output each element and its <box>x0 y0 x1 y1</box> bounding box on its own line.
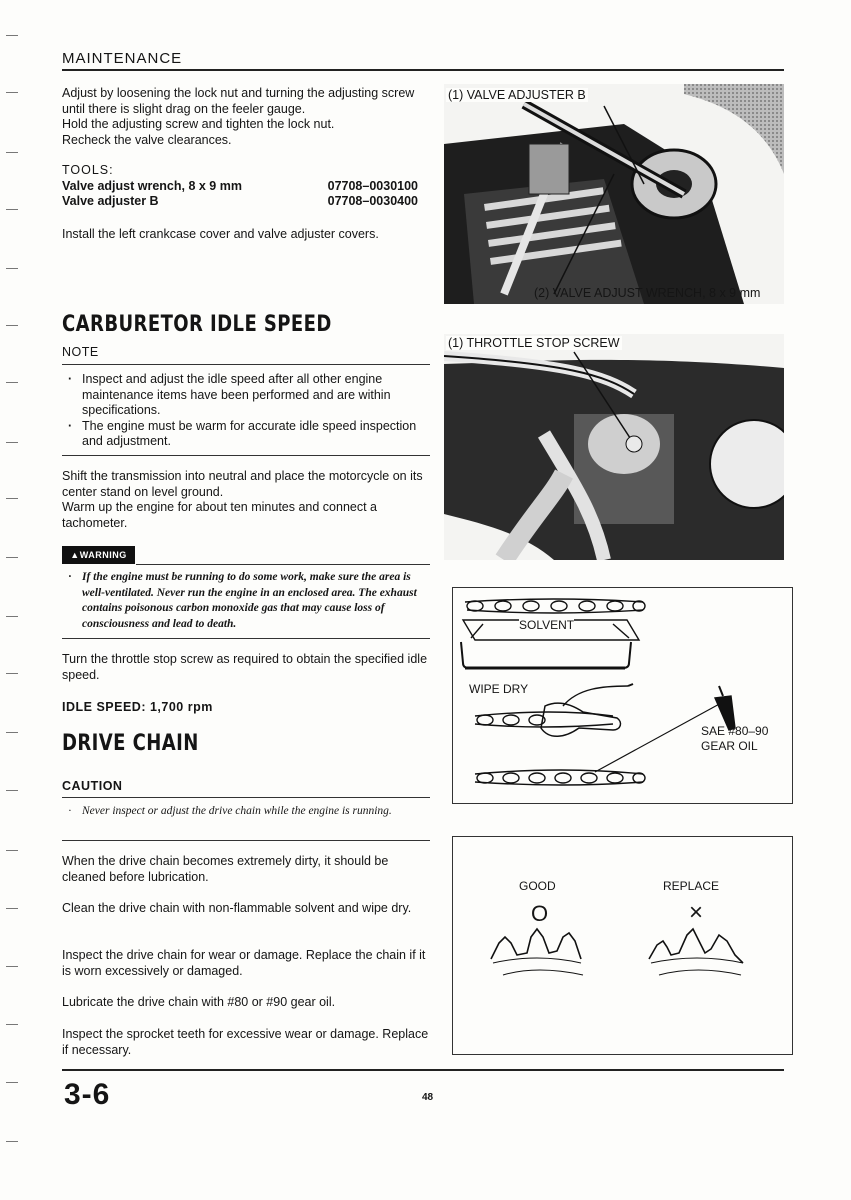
throttle-stop-photo <box>444 334 784 560</box>
tool-name: Valve adjuster B <box>62 194 159 208</box>
caution-text: · Never inspect or adjust the drive chain while the engine is running. <box>62 804 432 819</box>
header-rule <box>62 69 784 71</box>
warning-badge <box>62 546 135 564</box>
carb-para-2: Warm up the engine for about ten minutes and connect a tachometer. <box>62 500 378 530</box>
drive-para: When the drive chain becomes extremely dirty, it should be cleaned before lubrication. <box>62 854 389 884</box>
page-number: 3-6 <box>64 1078 111 1111</box>
tool-name: Valve adjust wrench, 8 x 9 mm <box>62 178 242 193</box>
valve-wrench-label: (2) VALVE ADJUST WRENCH, 8 x 9 mm <box>534 286 761 300</box>
carb-para-3: Turn the throttle stop screw as required to obtain the specified idle speed. <box>62 652 428 682</box>
drive-para: Inspect the sprocket teeth for excessive wear or damage. Replace if necessary. <box>62 1027 429 1057</box>
sprocket-teeth-illustration <box>453 837 792 1054</box>
drive-para: Clean the drive chain with non-flammable solvent and wipe dry. <box>62 901 412 915</box>
sprocket-wear-diagram <box>452 836 793 1055</box>
idle-speed-spec: IDLE SPEED: 1,700 rpm <box>62 700 213 714</box>
warning-icon: ▲ <box>70 550 80 560</box>
intro-line: Adjust by loosening the lock nut and turning the adjusting screw until there is slight drag on the feeler gauge. <box>62 86 415 116</box>
wipe-dry-label: WIPE DRY <box>469 682 529 696</box>
tool-row <box>62 179 432 195</box>
footer-rule <box>62 1069 784 1071</box>
warning-rule <box>136 564 430 565</box>
solvent-label: SOLVENT <box>519 618 575 632</box>
good-mark: O <box>531 901 549 926</box>
gear-oil-label: SAE #80–90 GEAR OIL <box>701 724 769 753</box>
tool-row <box>62 194 432 210</box>
drive-section-title: DRIVE CHAIN <box>62 731 199 756</box>
throttle-stop-screw-label: (1) THROTTLE STOP SCREW <box>448 336 620 350</box>
note-item: · Inspect and adjust the idle speed after all other engine maintenance items have been performed and are within specifications. <box>62 372 432 419</box>
tool-part-number: 07708–0030100 <box>327 178 418 193</box>
caution-list <box>62 804 432 819</box>
folio-number: 48 <box>422 1092 434 1103</box>
intro-line: Recheck the valve clearances. <box>62 132 232 147</box>
drive-para: Inspect the drive chain for wear or damage. Replace the chain if it is worn excessively or damaged. <box>62 948 426 978</box>
intro-line: Hold the adjusting screw and tighten the lock nut. <box>62 117 335 131</box>
valve-adjuster-label: (1) VALVE ADJUSTER B <box>448 88 586 102</box>
tool-part-number: 07708–0030400 <box>327 194 418 208</box>
replace-mark: × <box>689 899 704 926</box>
caution-end-rule <box>62 840 430 841</box>
tools-title: TOOLS: <box>62 163 114 177</box>
carb-section-title: CARBURETOR IDLE SPEED <box>62 312 332 337</box>
tools-block <box>62 163 432 210</box>
warning-label: WARNING <box>79 550 127 560</box>
caution-label: CAUTION <box>62 779 123 793</box>
throttle-stop-illustration <box>444 334 784 560</box>
section-header: MAINTENANCE <box>62 50 183 67</box>
note-item: · The engine must be warm for accurate idle speed inspection and adjustment. <box>62 419 432 450</box>
warning-end-rule <box>62 638 430 639</box>
caution-rule <box>62 797 430 798</box>
note-end-rule <box>62 455 430 456</box>
carb-para-1: Shift the transmission into neutral and place the motorcycle on its center stand on level ground. <box>62 469 423 499</box>
install-note: Install the left crankcase cover and valve adjuster covers. <box>62 227 379 241</box>
replace-label: REPLACE <box>663 879 720 893</box>
valve-adjust-photo <box>444 84 784 304</box>
note-rule <box>62 364 430 365</box>
chain-cleaning-diagram <box>452 587 793 804</box>
note-list <box>62 372 432 450</box>
warning-list <box>62 570 430 632</box>
warning-text: · If the engine must be running to do some work, make sure the area is well-ventilated. Never run the engine in an enclosed area. The exhaust contains poisonous carbon monoxide gas that may cause loss of consciousness and lead to death. <box>62 570 430 632</box>
note-label: NOTE <box>62 345 99 359</box>
intro-text <box>62 86 432 148</box>
valve-adjust-illustration <box>444 84 784 304</box>
drive-para: Lubricate the drive chain with #80 or #90 gear oil. <box>62 995 336 1009</box>
good-label: GOOD <box>519 879 556 893</box>
